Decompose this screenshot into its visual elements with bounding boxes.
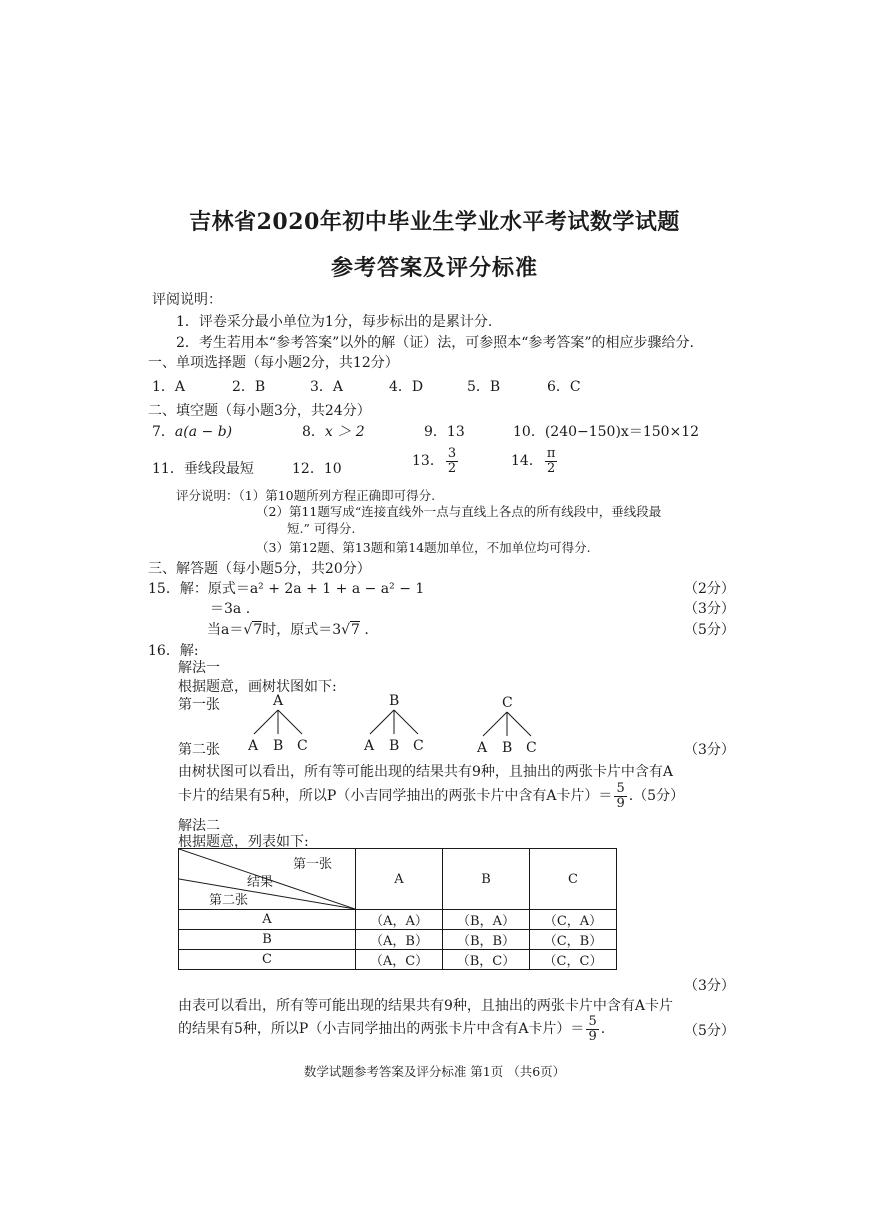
- q16-method1-fraction: [614, 782, 626, 810]
- table-header-first-card: 第一张: [293, 857, 333, 872]
- tree-leaf: B: [389, 738, 400, 754]
- q15-line3-pre: 当a＝: [207, 622, 244, 638]
- tree-first-card-label: 第一张: [178, 697, 220, 713]
- table-col-header: B: [443, 849, 530, 910]
- q15-line3-mid: 时，原式＝3: [262, 622, 342, 638]
- q15-line3: 当a＝√7时，原式＝3√7 .: [207, 622, 369, 638]
- tree-leaf: A: [248, 738, 259, 754]
- document-subtitle: 参考答案及评分标准: [330, 255, 538, 281]
- fill-answer-12: 12．10: [292, 461, 342, 477]
- document-title: 吉林省2020年初中毕业生学业水平考试数学试题: [189, 209, 680, 235]
- fill-expr-8: x ＞ 2: [324, 424, 365, 440]
- mc-answer-5: 5．B: [467, 379, 501, 395]
- table-header-second-card: 第二张: [209, 893, 249, 908]
- page-footer: 数学试题参考答案及评分标准 第1页 （共6页）: [303, 1064, 566, 1079]
- tree-branch-c: [470, 692, 550, 762]
- table-cell: （B，B）: [443, 930, 530, 950]
- tree-branch-a: [242, 690, 322, 760]
- table-cell: （A，C）: [356, 950, 443, 970]
- q16-method1-fraction-den: 9: [616, 795, 625, 811]
- section2-heading: 二、填空题（每小题3分，共24分）: [148, 403, 371, 419]
- tree-root-b: B: [389, 693, 400, 709]
- q15-radicand-2: 7: [351, 622, 360, 638]
- q16-method2-text2-body: 的结果有5种，所以P（小吉同学抽出的两张卡片中含有A卡片）＝: [178, 1021, 585, 1038]
- mc-answer-2: 2．B: [232, 379, 266, 395]
- q16-method1-text2: [178, 782, 684, 810]
- table-score: （3分）: [684, 978, 735, 994]
- fraction-13-num: 3: [447, 446, 457, 461]
- table-cell: （A，A）: [356, 910, 443, 930]
- mc-answer-6: 6．C: [547, 379, 581, 395]
- q16-method2-fraction: [586, 1015, 598, 1043]
- fraction-13-den: 2: [447, 460, 457, 476]
- tree-score: （3分）: [684, 742, 735, 758]
- q16-method2-text1: 由表可以看出，所有等可能出现的结果共有9种，且抽出的两张卡片中含有A卡片: [178, 998, 674, 1014]
- fill-answer-8: [302, 421, 365, 441]
- fill-answer-13: [412, 447, 460, 475]
- table-cell: （C，C）: [530, 950, 617, 970]
- q15-radicand-1: 7: [253, 622, 263, 638]
- fraction-14-num: π: [546, 446, 556, 461]
- q16-method2-fraction-num: 5: [588, 1014, 597, 1029]
- table-row: [179, 930, 617, 950]
- tree-leaf: B: [502, 740, 513, 756]
- q15-score-3: （5分）: [684, 622, 735, 638]
- q16-method2: 解法二: [178, 818, 220, 834]
- scoring-note-1: 评分说明：（1）第10题所列方程正确即可得分.: [176, 488, 436, 503]
- q16-method2-intro: 根据题意，列表如下:: [178, 834, 309, 850]
- fill-label-7: 7．: [152, 424, 175, 440]
- fill-answer-7: [152, 421, 232, 441]
- table-corner-cell: [179, 849, 356, 910]
- q16-method1-score: .（5分）: [628, 788, 685, 805]
- table-col-header: A: [356, 849, 443, 910]
- q16-method1-text1: 由树状图可以看出，所有等可能出现的结果共有9种，且抽出的两张卡片中含有A: [178, 764, 674, 780]
- tree-leaf: C: [526, 740, 537, 756]
- q16-method1: 解法一: [178, 660, 220, 676]
- fill-answer-10: [513, 421, 699, 441]
- fill-expr-7: a(a − b): [174, 424, 233, 440]
- table-row: [179, 950, 617, 970]
- mc-answer-4: 4．D: [389, 379, 424, 395]
- table-cell: （A，B）: [356, 930, 443, 950]
- tree-branch-b: [358, 690, 438, 760]
- tree-second-card-label: 第二张: [178, 742, 220, 758]
- fill-answer-9: 9．13: [424, 424, 465, 440]
- tree-leaf: B: [273, 738, 284, 754]
- fraction-14-den: 2: [546, 460, 556, 476]
- q15-score-1: （2分）: [684, 581, 735, 597]
- fill-answer-14: [511, 447, 559, 475]
- q16-label: 16．解:: [148, 643, 199, 659]
- q16-method1-fraction-num: 5: [616, 781, 625, 796]
- fraction-14: [545, 447, 558, 475]
- q15-line3-post: .: [359, 622, 369, 638]
- fill-answer-11: 11．垂线段最短: [152, 461, 254, 477]
- q16-method2-post: .: [600, 1021, 606, 1038]
- q15-line1: 15．解：原式＝a² + 2a + 1 + a − a² − 1: [148, 581, 425, 597]
- scoring-note-2-cont: 短.” 可得分.: [287, 521, 356, 536]
- tree-leaf: A: [477, 740, 488, 756]
- fill-label-13: 13．: [412, 453, 444, 470]
- results-table: [178, 848, 617, 970]
- q16-method1-text2-body: 卡片的结果有5种，所以P（小吉同学抽出的两张卡片中含有A卡片）＝: [178, 788, 613, 805]
- table-row-label: A: [179, 910, 356, 930]
- q16-method2-score: （5分）: [684, 1023, 735, 1039]
- table-header-row: [179, 849, 617, 910]
- table-cell: （B，A）: [443, 910, 530, 930]
- fill-expr-10: (240−150)x＝150×12: [544, 424, 700, 440]
- tree-root-c: C: [502, 695, 513, 711]
- scoring-note-3: （3）第12题、第13题和第14题加单位，不加单位均可得分.: [256, 540, 591, 555]
- fill-label-10: 10．: [513, 424, 545, 440]
- fill-label-8: 8．: [302, 424, 325, 440]
- table-cell: （C，B）: [530, 930, 617, 950]
- q15-line2: ＝3a .: [210, 601, 251, 617]
- table-row-label: B: [179, 930, 356, 950]
- table-header-result: 结果: [247, 875, 274, 890]
- q16-method2-text2: [178, 1015, 605, 1043]
- scoring-note-2: （2）第11题写成“连接直线外一点与直线上各点的所有线段中，垂线段最: [256, 504, 662, 519]
- mc-answer-1: 1．A: [152, 379, 186, 395]
- mc-answer-3: 3．A: [310, 379, 344, 395]
- tree-root-a: A: [273, 693, 284, 709]
- q16-method2-fraction-den: 9: [588, 1028, 597, 1044]
- table-cell: （B，C）: [443, 950, 530, 970]
- q16-method1-intro: 根据题意，画树状图如下:: [178, 679, 337, 695]
- fraction-13: [446, 447, 458, 475]
- note-2: 2．考生若用本“参考答案”以外的解（证）法，可参照本“参考答案”的相应步骤给分.: [176, 335, 694, 351]
- table-row-label: C: [179, 950, 356, 970]
- fill-label-14: 14．: [511, 453, 543, 470]
- tree-leaf: A: [364, 738, 375, 754]
- note-1: 1．评卷采分最小单位为1分，每步标出的是累计分.: [176, 314, 493, 330]
- table-cell: （C，A）: [530, 910, 617, 930]
- table-col-header: C: [530, 849, 617, 910]
- table-row: [179, 910, 617, 930]
- section1-heading: 一、单项选择题（每小题2分，共12分）: [148, 355, 399, 371]
- section3-heading: 三、解答题（每小题5分，共20分）: [148, 561, 371, 577]
- tree-leaf: C: [297, 738, 308, 754]
- q15-score-2: （3分）: [684, 601, 735, 617]
- tree-leaf: C: [413, 738, 424, 754]
- notes-heading: 评阅说明：: [152, 292, 222, 308]
